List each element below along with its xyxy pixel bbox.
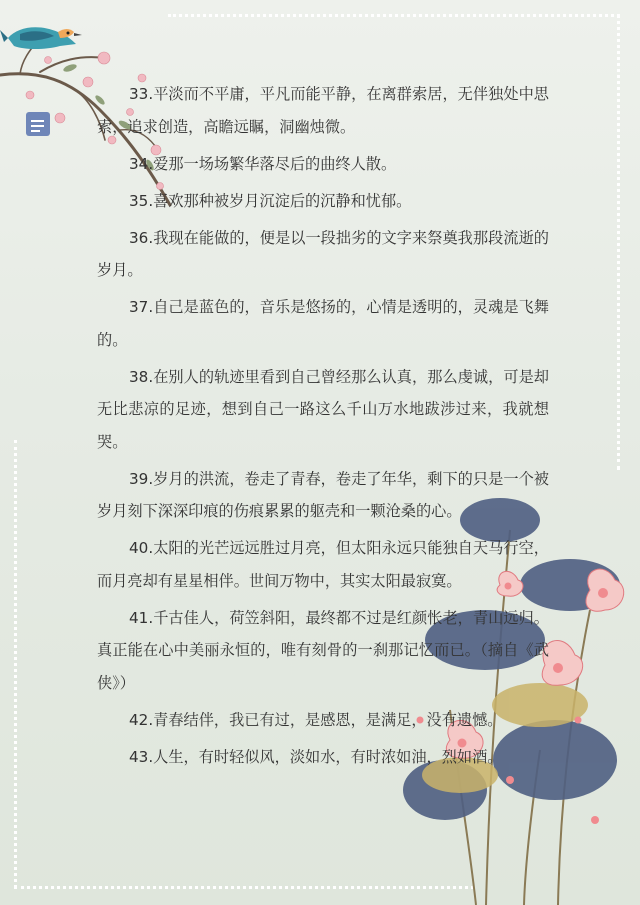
quote-38: 38.在别人的轨迹里看到自己曾经那么认真，那么虔诚，可是却无比悲凉的足迹，想到自己一路这么千山万水地跋涉过来，我就想哭。 [97, 367, 549, 451]
bird-icon [0, 27, 82, 49]
quote-39: 39.岁月的洪流，卷走了青春，卷走了年华，剩下的只是一个被岁月刻下深深印痕的伤痕累累的躯壳和一颗沧桑的心。 [97, 469, 549, 520]
quote-42: 42.青春结伴，我已有过，是感恩，是满足，没有遗憾。 [129, 710, 503, 729]
document-icon [26, 112, 50, 136]
quote-36: 36.我现在能做的，便是以一段拙劣的文字来祭奠我那段流逝的岁月。 [97, 228, 549, 279]
quote-40: 40.太阳的光芒远远胜过月亮，但太阳永远只能独自天马行空，而月亮却有星星相伴。世间万物中，其实太阳最寂寞。 [97, 539, 549, 590]
quote-34: 34.爱那一场场繁华落尽后的曲终人散。 [129, 154, 397, 173]
quote-35: 35.喜欢那种被岁月沉淀后的沉静和忧郁。 [129, 191, 412, 210]
quote-33: 33.平淡而不平庸，平凡而能平静，在离群索居，无伴独处中思索，追求创造，高瞻远瞩，洞幽烛微。 [97, 85, 549, 136]
quote-43: 43.人生，有时轻似风，淡如水，有时浓如油，烈如酒。 [129, 747, 503, 766]
frame-top-dotted [168, 14, 620, 17]
frame-right-dotted [617, 14, 620, 470]
quote-41: 41.千古佳人，荷笠斜阳，最终都不过是红颜怅老，青山远归。真正能在心中美丽永恒的，唯有刻骨的一刹那记忆而已。（摘自《武侠》） [97, 608, 549, 692]
frame-left-dotted [14, 440, 17, 888]
quote-list [97, 78, 549, 778]
quote-37: 37.自己是蓝色的，音乐是悠扬的，心情是透明的，灵魂是飞舞的。 [97, 298, 549, 349]
